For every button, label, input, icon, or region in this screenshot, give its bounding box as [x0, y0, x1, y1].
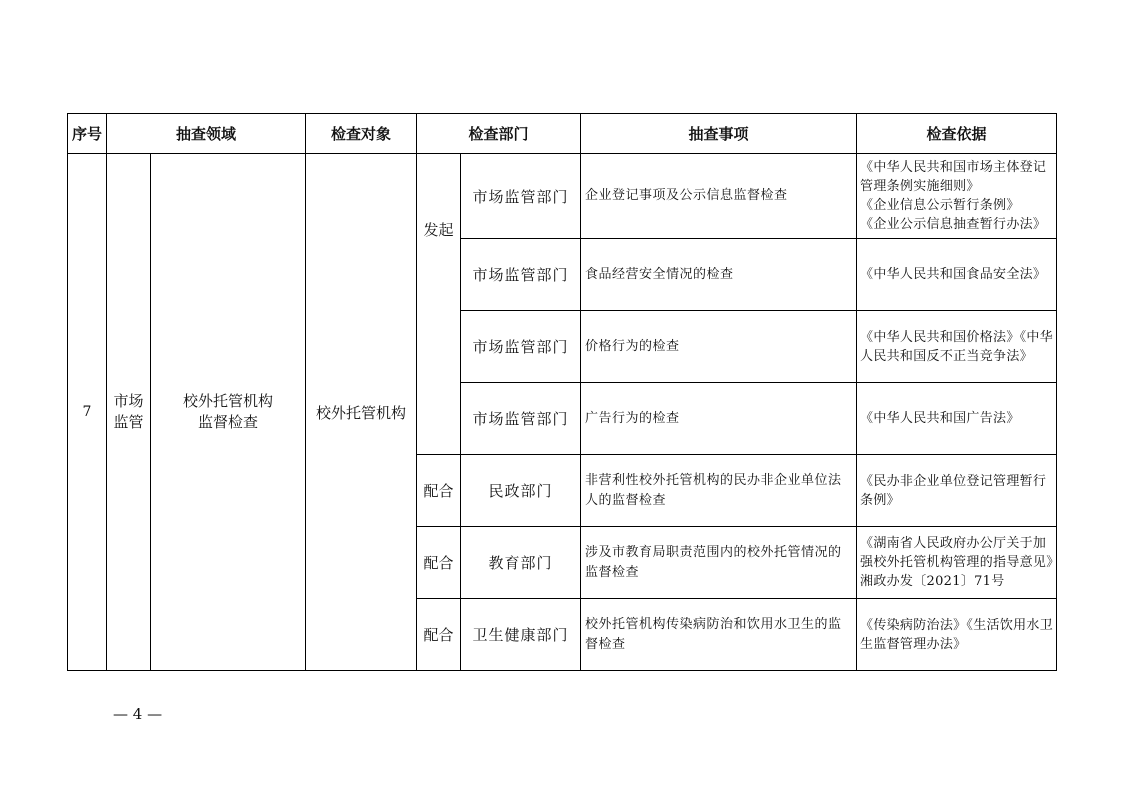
field-category-cell: 市场 监管 — [107, 154, 151, 671]
header-basis: 检查依据 — [857, 114, 1057, 154]
role-cell: 配合 — [417, 455, 461, 527]
header-seq: 序号 — [68, 114, 107, 154]
page-number: — 4 — — [113, 705, 163, 723]
table-row — [68, 154, 1057, 239]
item-cell: 校外托管机构传染病防治和饮用水卫生的监督检查 — [581, 599, 857, 671]
item-cell: 食品经营安全情况的检查 — [581, 239, 857, 311]
dept-cell: 市场监管部门 — [461, 154, 581, 239]
header-item: 抽查事项 — [581, 114, 857, 154]
basis-cell: 《民办非企业单位登记管理暂行条例》 — [857, 455, 1057, 527]
role-cell: 配合 — [417, 599, 461, 671]
field-detail-cell: 校外托管机构 监督检查 — [151, 154, 306, 671]
basis-cell: 《中华人民共和国广告法》 — [857, 383, 1057, 455]
basis-cell: 《传染病防治法》《生活饮用水卫生监督管理办法》 — [857, 599, 1057, 671]
dept-cell: 市场监管部门 — [461, 239, 581, 311]
dept-cell: 民政部门 — [461, 455, 581, 527]
basis-cell: 《湖南省人民政府办公厅关于加强校外托管机构管理的指导意见》湘政办发〔2021〕71号 — [857, 527, 1057, 599]
header-row — [68, 114, 1057, 154]
item-cell: 广告行为的检查 — [581, 383, 857, 455]
dept-cell: 卫生健康部门 — [461, 599, 581, 671]
dept-cell: 市场监管部门 — [461, 383, 581, 455]
dept-cell: 市场监管部门 — [461, 311, 581, 383]
basis-cell: 《中华人民共和国市场主体登记管理条例实施细则》 《企业信息公示暂行条例》 《企业公示信息抽查暂行办法》 — [857, 154, 1057, 239]
seq-cell: 7 — [68, 154, 107, 671]
header-target: 检查对象 — [306, 114, 417, 154]
header-field: 抽查领域 — [107, 114, 306, 154]
dept-cell: 教育部门 — [461, 527, 581, 599]
basis-cell: 《中华人民共和国食品安全法》 — [857, 239, 1057, 311]
target-cell: 校外托管机构 — [306, 154, 417, 671]
item-cell: 非营利性校外托管机构的民办非企业单位法人的监督检查 — [581, 455, 857, 527]
inspection-table — [67, 113, 1057, 671]
role-initiate-cell: 发起 — [417, 154, 461, 455]
item-cell: 企业登记事项及公示信息监督检查 — [581, 154, 857, 239]
role-cell: 配合 — [417, 527, 461, 599]
item-cell: 涉及市教育局职责范围内的校外托管情况的监督检查 — [581, 527, 857, 599]
basis-cell: 《中华人民共和国价格法》《中华人民共和国反不正当竞争法》 — [857, 311, 1057, 383]
item-cell: 价格行为的检查 — [581, 311, 857, 383]
header-dept: 检查部门 — [417, 114, 581, 154]
